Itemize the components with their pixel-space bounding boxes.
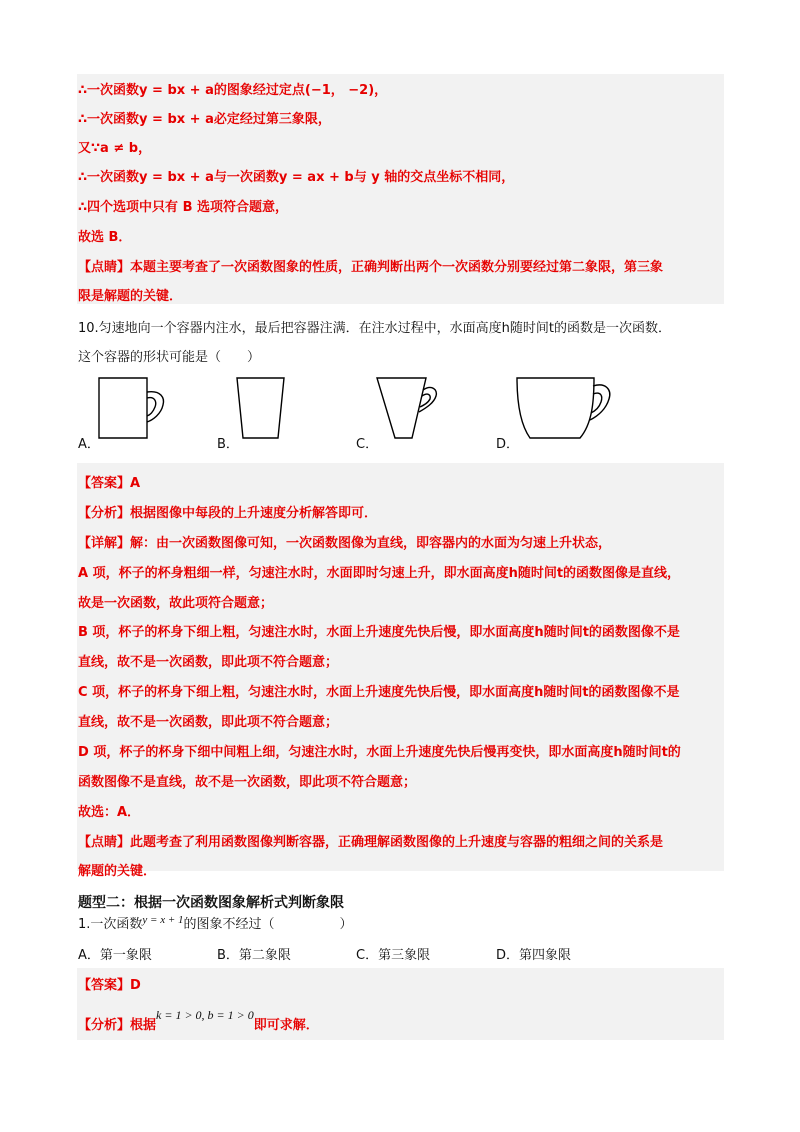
question-10-stem-line-2: 这个容器的形状可能是（ ） — [78, 350, 261, 365]
analysis-prefix: 【分析】根据 — [78, 1018, 157, 1033]
q10-option-c-line-1: C 项，杯子的杯身下细上粗，匀速注水时，水面上升速度先快后慢，即水面高度h随时间t的函数图像不是 — [78, 685, 680, 700]
q10-option-d-line-2: 函数图像不是直线，故不是一次函数，即此项不符合题意； — [78, 775, 417, 790]
prev-solution-line-4: ∴一次函数y = bx + a与一次函数y = ax + b与 y 轴的交点坐标不相同， — [78, 170, 515, 185]
question-1-formula: y = x + 1 — [142, 914, 184, 926]
prev-solution-line-1: ∴一次函数y = bx + a的图象经过定点(−1， −2)， — [78, 83, 388, 98]
section-2-answer: 【答案】D — [78, 978, 141, 993]
prev-solution-note-line-2: 限是解题的关键． — [78, 289, 183, 304]
question-10-choice-a: A． — [78, 437, 100, 452]
q10-analysis: 【分析】根据图像中每段的上升速度分析解答即可． — [78, 506, 378, 521]
prev-solution-line-3: 又∵a ≠ b， — [78, 141, 152, 156]
q10-option-b-line-1: B 项，杯子的杯身下细上粗，匀速注水时，水面上升速度先快后慢，即水面高度h随时间t的函数图像不是 — [78, 625, 680, 640]
section-2-question-1 — [78, 913, 353, 932]
q10-option-b-line-2: 直线，故不是一次函数，即此项不符合题意； — [78, 655, 339, 670]
section-2-choice-d: D．第四象限 — [496, 948, 572, 963]
section-2-choice-b: B．第二象限 — [217, 948, 291, 963]
prev-solution-line-6: 故选 B． — [78, 230, 132, 245]
section-2-choice-c: C．第三象限 — [356, 948, 431, 963]
cup-a-image — [95, 372, 175, 442]
analysis-suffix: 即可求解． — [253, 1018, 319, 1033]
q10-answer: 【答案】A — [78, 476, 141, 491]
q10-choose: 故选：A． — [78, 805, 141, 820]
question-10-choice-d: D． — [496, 437, 520, 452]
prev-solution-line-5: ∴四个选项中只有 B 选项符合题意， — [78, 200, 289, 215]
question-10-choice-c: C． — [356, 437, 379, 452]
q10-option-c-line-2: 直线，故不是一次函数，即此项不符合题意； — [78, 715, 339, 730]
cup-b-image — [232, 372, 292, 442]
q10-detail: 【详解】解：由一次函数图像可知，一次函数图像为直线，即容器内的水面为匀速上升状态， — [78, 536, 612, 551]
question-10-stem-line-1: 10.匀速地向一个容器内注水，最后把容器注满．在注水过程中，水面高度h随时间t的函数是一次函数． — [78, 321, 672, 336]
q10-option-a-line-2: 故是一次函数，故此项符合题意； — [78, 596, 274, 611]
section-2-title: 题型二：根据一次函数图象解析式判断象限 — [78, 895, 344, 911]
question-1-prefix: 1.一次函数 — [78, 917, 143, 932]
section-2-choice-a: A．第一象限 — [78, 948, 152, 963]
cup-d-image — [512, 372, 617, 442]
q10-option-d-line-1: D 项，杯子的杯身下细中间粗上细，匀速注水时，水面上升速度先快后慢再变快，即水面高度h随时间t的 — [78, 745, 681, 760]
question-1-suffix: 的图象不经过（ ） — [183, 917, 353, 932]
cup-c-image — [372, 372, 442, 442]
question-10-choice-b: B． — [217, 437, 239, 452]
prev-solution-line-2: ∴一次函数y = bx + a必定经过第三象限， — [78, 112, 331, 127]
q10-note-line-2: 解题的关键． — [78, 864, 157, 879]
section-2-analysis — [78, 1008, 319, 1033]
analysis-formula: k = 1 > 0, b = 1 > 0 — [156, 1008, 254, 1022]
prev-solution-note-line-1: 【点睛】本题主要考查了一次函数图象的性质，正确判断出两个一次函数分别要经过第二象限，第三象 — [78, 260, 664, 275]
q10-note-line-1: 【点睛】此题考查了利用函数图像判断容器，正确理解函数图像的上升速度与容器的粗细之间的关系是 — [78, 835, 664, 850]
q10-option-a-line-1: A 项，杯子的杯身粗细一样，匀速注水时，水面即时匀速上升，即水面高度h随时间t的函数图像是直线， — [78, 566, 681, 581]
